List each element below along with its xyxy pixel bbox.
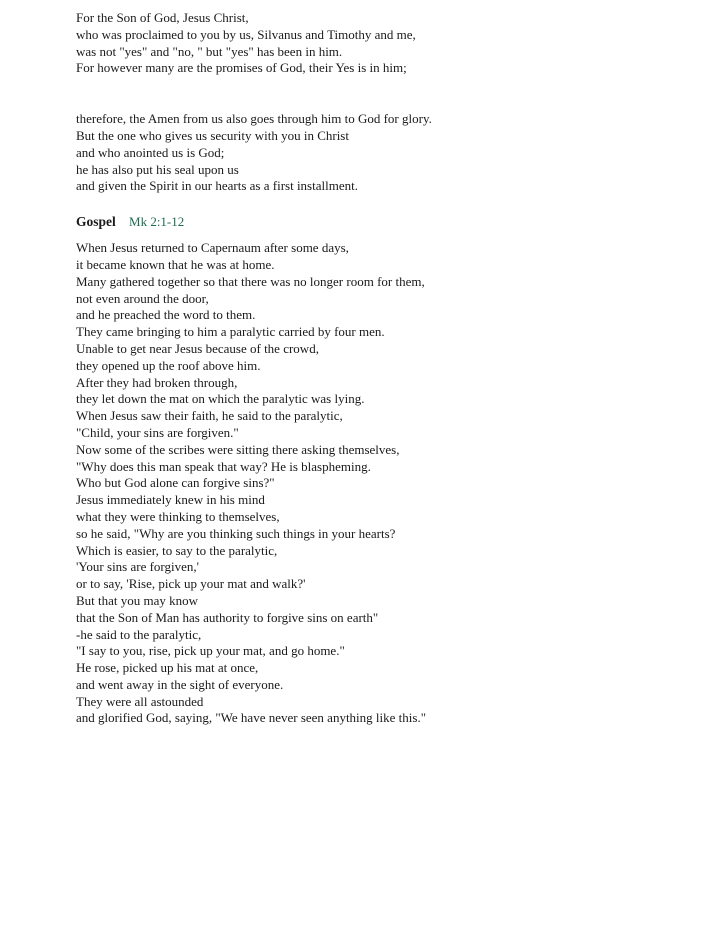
reading-line: For the Son of God, Jesus Christ, <box>76 10 249 25</box>
gospel-line: or to say, 'Rise, pick up your mat and walk?' <box>76 576 306 592</box>
gospel-line: so he said, "Why are you thinking such things in your hearts? <box>76 525 396 541</box>
gospel-line: Jesus immediately knew in his mind <box>76 492 265 508</box>
gospel-line: Unable to get near Jesus because of the crowd, <box>76 340 319 356</box>
gospel-line: When Jesus saw their faith, he said to the paralytic, <box>76 408 343 424</box>
reading-line: But the one who gives us security with you in Christ <box>76 127 349 143</box>
document-page <box>76 10 696 727</box>
section-spacer <box>76 195 696 212</box>
gospel-line: -he said to the paralytic, <box>76 626 202 642</box>
gospel-line: Who but God alone can forgive sins?" <box>76 475 275 491</box>
gospel-heading <box>76 212 696 234</box>
paragraph-spacer <box>76 77 696 111</box>
gospel-line: and went away in the sight of everyone. <box>76 676 284 692</box>
reading-line: therefore, the Amen from us also goes through him to God for glory. <box>76 111 432 127</box>
gospel-line: "Child, your sins are forgiven." <box>76 424 239 440</box>
gospel-reference: Mk 2:1-12 <box>129 214 185 230</box>
gospel-title: Gospel <box>76 214 116 230</box>
reading-line: For however many are the promises of God, their Yes is in him; <box>76 60 407 76</box>
reading-line: and who anointed us is God; <box>76 144 225 160</box>
gospel-line: what they were thinking to themselves, <box>76 508 280 524</box>
gospel-line: He rose, picked up his mat at once, <box>76 660 259 676</box>
gospel-line: and he preached the word to them. <box>76 307 256 323</box>
gospel-line: 'Your sins are forgiven,' <box>76 559 200 575</box>
reading-line: and given the Spirit in our hearts as a first installment. <box>76 178 358 194</box>
gospel-line: "Why does this man speak that way? He is blaspheming. <box>76 458 371 474</box>
reading-passage-1 <box>76 10 696 77</box>
gospel-line: Which is easier, to say to the paralytic, <box>76 542 278 558</box>
gospel-line: But that you may know <box>76 592 199 608</box>
gospel-line: it became known that he was at home. <box>76 256 275 272</box>
reading-line: who was proclaimed to you by us, Silvanus and Timothy and me, <box>76 26 416 42</box>
gospel-line: they let down the mat on which the paralytic was lying. <box>76 391 365 407</box>
gospel-line: They were all astounded <box>76 693 204 709</box>
gospel-line: not even around the door, <box>76 290 209 306</box>
reading-line: was not "yes" and "no, " but "yes" has been in him. <box>76 43 343 59</box>
gospel-line: Now some of the scribes were sitting there asking themselves, <box>76 441 400 457</box>
gospel-line: they opened up the roof above him. <box>76 357 261 373</box>
gospel-line: that the Son of Man has authority to forgive sins on earth" <box>76 609 379 625</box>
gospel-line: Many gathered together so that there was no longer room for them, <box>76 273 425 289</box>
reading-passage-2 <box>76 111 696 195</box>
gospel-line: When Jesus returned to Capernaum after some days, <box>76 240 349 256</box>
gospel-line: After they had broken through, <box>76 374 238 390</box>
gospel-line: They came bringing to him a paralytic carried by four men. <box>76 324 385 340</box>
gospel-line: "I say to you, rise, pick up your mat, and go home." <box>76 643 345 659</box>
reading-line: he has also put his seal upon us <box>76 161 239 177</box>
gospel-line: and glorified God, saying, "We have never seen anything like this." <box>76 710 427 726</box>
gospel-passage <box>76 240 696 727</box>
